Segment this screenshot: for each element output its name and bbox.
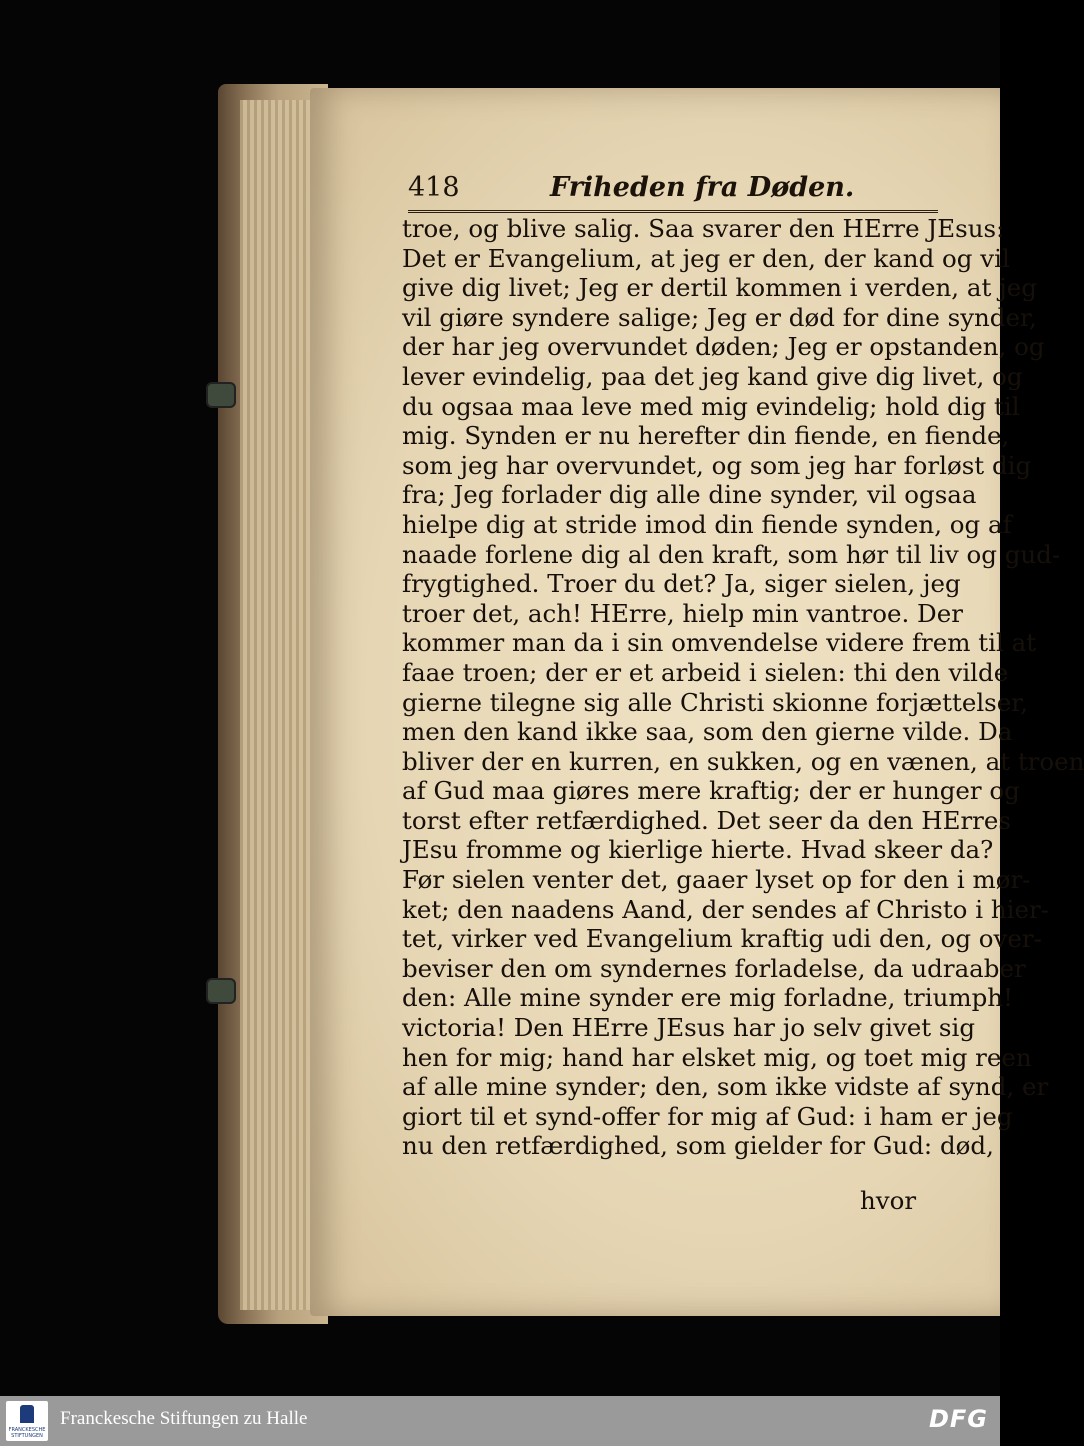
clasp-icon: [206, 978, 236, 1004]
text-line: naade forlene dig al den kraft, som hør til liv og gud-: [402, 539, 1061, 569]
text-line: frygtighed. Troer du det? Ja, siger sielen, jeg: [402, 569, 961, 599]
text-line: JEsu fromme og kierlige hierte. Hvad skeer da?: [402, 835, 994, 865]
page-number: 418: [408, 172, 460, 203]
text-line: giort til et synd-offer for mig af Gud: i ham er jeg: [402, 1101, 1013, 1131]
running-title: Friheden fra Døden.: [550, 172, 855, 203]
text-line: Før sielen venter det, gaaer lyset op for den i mør-: [402, 865, 1031, 895]
text-line: tet, virker ved Evangelium kraftig udi den, og over-: [402, 924, 1042, 954]
text-line: lever evindelig, paa det jeg kand give dig livet, og: [402, 361, 1023, 391]
text-line: gierne tilegne sig alle Christi skionne forjættelser,: [402, 687, 1029, 717]
footer-bar: [0, 1396, 1000, 1446]
text-line: Det er Evangelium, at jeg er den, der kand og vil: [402, 243, 1010, 273]
text-line: ket; den naadens Aand, der sendes af Christo i hier-: [402, 894, 1049, 924]
clasp-icon: [206, 382, 236, 408]
text-line: af Gud maa giøres mere kraftig; der er hunger og: [402, 776, 1020, 806]
text-line: hen for mig; hand har elsket mig, og toet mig reen: [402, 1042, 1032, 1072]
page-header: [408, 170, 938, 213]
text-line: den: Alle mine synder ere mig forladne, triumph!: [402, 983, 1013, 1013]
text-line: af alle mine synder; den, som ikke vidste af synd, er: [402, 1072, 1049, 1102]
text-line: beviser den om syndernes forladelse, da udraaber: [402, 953, 1026, 983]
text-line: nu den retfærdighed, som gielder for Gud: død,: [402, 1131, 994, 1161]
text-line: faae troen; der er et arbeid i sielen: thi den vilde: [402, 657, 1009, 687]
text-line: kommer man da i sin omvendelse videre frem til at: [402, 628, 1037, 658]
text-line: vil giøre syndere salige; Jeg er død for dine synder,: [402, 302, 1037, 332]
text-line: troe, og blive salig. Saa svarer den HErre JEsus:: [402, 214, 1005, 243]
text-line: torst efter retfærdighed. Det seer da den HErres: [402, 805, 1011, 835]
text-line: bliver der en kurren, en sukken, og en vænen, at troen: [402, 746, 1084, 776]
text-line: hielpe dig at stride imod din fiende synden, og af: [402, 509, 1012, 539]
dfg-badge[interactable]: DFG: [928, 1405, 988, 1433]
text-line: victoria! Den HErre JEsus har jo selv givet sig: [402, 1013, 976, 1043]
text-line: der har jeg overvundet døden; Jeg er opstanden, og: [402, 332, 1045, 362]
body-text: [402, 214, 1084, 1161]
text-line: men den kand ikke saa, som den gierne vilde. Da: [402, 717, 1013, 747]
text-line: du ogsaa maa leve med mig evindelig; hold dig til: [402, 391, 1020, 421]
text-line: give dig livet; Jeg er dertil kommen i verden, at jeg: [402, 273, 1037, 303]
logo-mark-icon: [20, 1405, 34, 1423]
catchword: hvor: [860, 1186, 917, 1215]
logo-text: FRANCKESCHE STIFTUNGEN: [8, 1427, 46, 1439]
text-line: troer det, ach! HErre, hielp min vantroe. Der: [402, 598, 963, 628]
text-line: fra; Jeg forlader dig alle dine synder, vil ogsaa: [402, 480, 977, 510]
institution-name[interactable]: Franckesche Stiftungen zu Halle: [60, 1408, 308, 1429]
institution-logo: [6, 1401, 48, 1441]
text-line: mig. Synden er nu herefter din fiende, en fiende,: [402, 421, 1010, 451]
text-line: som jeg har overvundet, og som jeg har forløst dig: [402, 450, 1032, 480]
